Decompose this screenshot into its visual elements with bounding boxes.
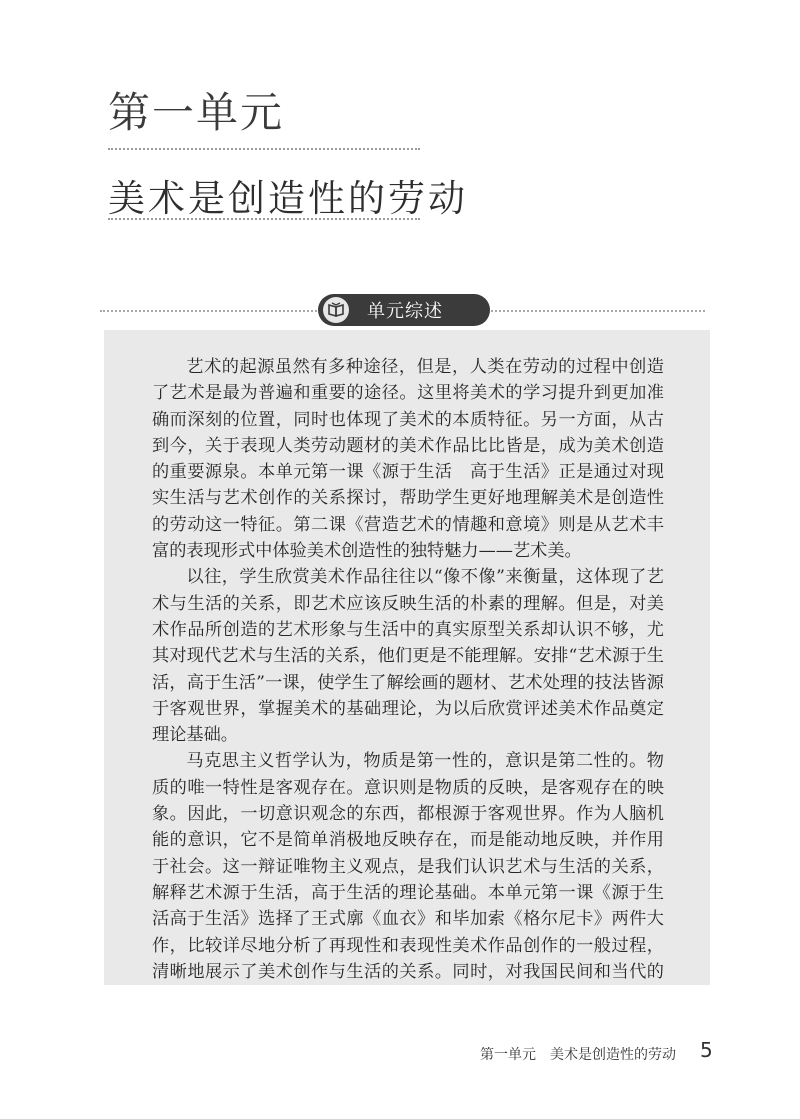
section-badge-label: 单元综述 bbox=[367, 301, 443, 322]
subtitle-divider bbox=[108, 218, 420, 220]
overview-text bbox=[152, 354, 664, 985]
overview-panel bbox=[104, 330, 710, 985]
book-icon bbox=[323, 297, 349, 323]
page-number: 5 bbox=[700, 1038, 713, 1062]
unit-title: 第一单元 bbox=[108, 88, 285, 137]
running-head: 第一单元 美术是创造性的劳动 bbox=[480, 1047, 676, 1063]
overview-paragraph-3: 马克思主义哲学认为，物质是第一性的，意识是第二性的。物质的唯一特性是客观存在。意识则是物质的反映，是客观存在的映象。因此，一切意识观念的东西，都根源于客观世界。作为人脑机能的意识，它不是简单消极地反映存在，而是能动地反映，并作用于社会。这一辩证唯物主义观点，是我们认识艺术与生活的关系，解释艺术源于生活，高于生活的理论基础。本单元第一课《源于生活高于生活》选择了王式廓《血衣》和毕加索《格尔尼卡》两件大作，比较详尽地分析了再现性和表现性美术作品创作的一般过程，清晰地展示了美术创作与生活的关系。同时，对我国民间和当代的 bbox=[152, 751, 664, 982]
overview-paragraph-2: 以往，学生欣赏美术作品往往以“像不像”来衡量，这体现了艺术与生活的关系，即艺术应该反映生活的朴素的理解。但是，对美术作品所创造的艺术形象与生活中的真实原型关系却认识不够，尤其对现代艺术与生活的关系，他们更是不能理解。安排“艺术源于生活，高于生活”一课，使学生了解绘画的题材、艺术处理的技法皆源于客观世界，掌握美术的基础理论，为以后欣赏评述美术作品奠定理论基础。 bbox=[152, 567, 664, 746]
unit-subtitle: 美术是创造性的劳动 bbox=[108, 177, 468, 220]
overview-paragraph-1: 艺术的起源虽然有多种途径，但是，人类在劳动的过程中创造了艺术是最为普遍和重要的途径。这里将美术的学习提升到更加准确而深刻的位置，同时也体现了美术的本质特征。另一方面，从古到今，关于表现人类劳动题材的美术作品比比皆是，成为美术创造的重要源泉。本单元第一课《源于生活 高于生活》正是通过对现实生活与艺术创作的关系探讨，帮助学生更好地理解美术是创造性的劳动这一特征。第二课《营造艺术的情趣和意境》则是从艺术丰富的表现形式中体验美术创造性的独特魅力——艺术美。 bbox=[152, 357, 664, 562]
title-divider bbox=[108, 148, 420, 150]
section-badge bbox=[318, 294, 490, 326]
